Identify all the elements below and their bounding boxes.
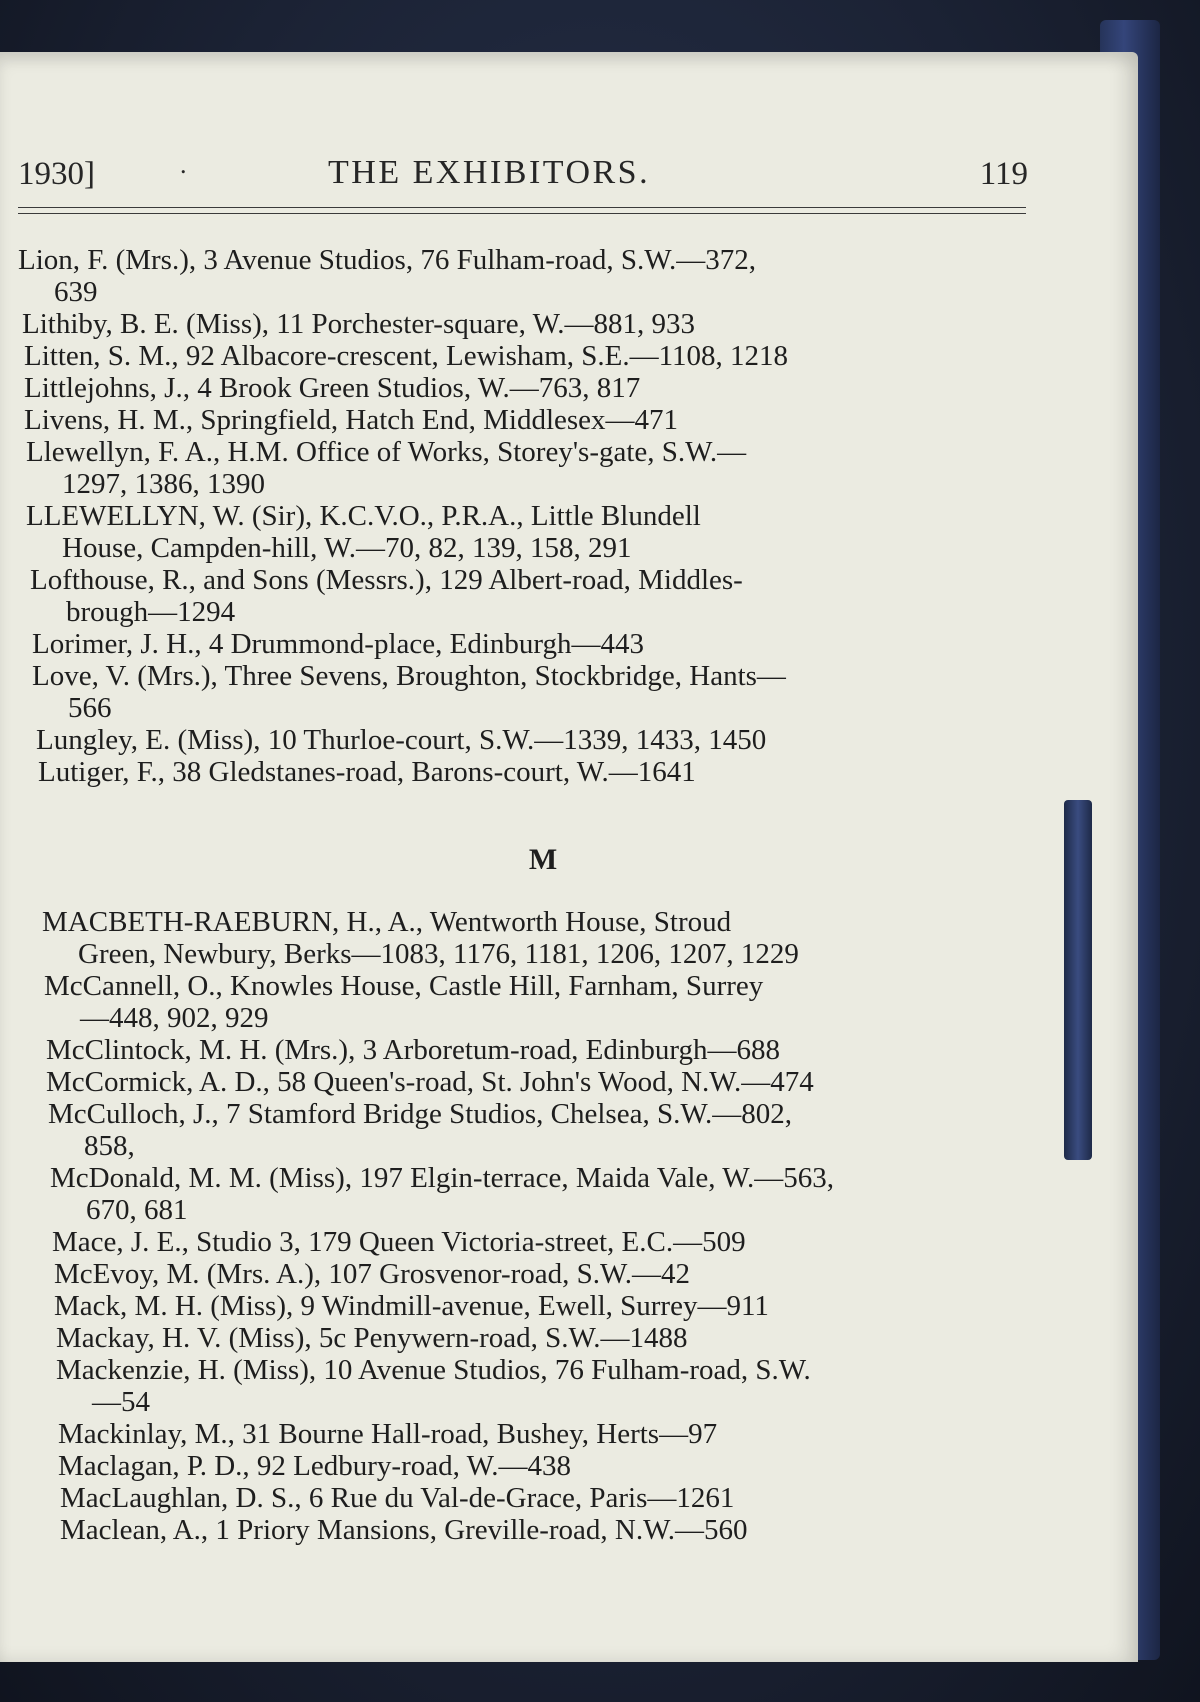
exhibitors-list (18, 244, 1028, 1546)
exhibitor-entry (54, 1258, 1028, 1290)
entry-line: Mack, M. H. (Miss), 9 Windmill-avenue, Ewell, Surrey—911 (54, 1290, 769, 1322)
exhibitor-entry (44, 970, 1028, 1034)
entries-l-section (18, 244, 1028, 788)
entry-line: Lion, F. (Mrs.), 3 Avenue Studios, 76 Fulham-road, S.W.—372, (18, 244, 756, 276)
exhibitor-entry (56, 1322, 1028, 1354)
page-number: 119 (979, 156, 1028, 192)
exhibitor-entry (26, 500, 1028, 564)
exhibitor-entry (54, 1290, 1028, 1322)
entry-line: Maclean, A., 1 Priory Mansions, Greville-road, N.W.—560 (60, 1514, 748, 1546)
exhibitor-entry (30, 564, 1028, 628)
exhibitor-entry (32, 628, 1028, 660)
section-letter-heading: M (528, 843, 558, 876)
entry-line: McDonald, M. M. (Miss), 197 Elgin-terrace, Maida Vale, W.—563, (50, 1162, 834, 1194)
exhibitor-entry (22, 308, 1028, 340)
header-rule-bottom (18, 213, 1026, 214)
exhibitor-entry (50, 1162, 1028, 1226)
entry-continuation: —448, 902, 929 (80, 1002, 269, 1034)
entry-line: LLEWELLYN, W. (Sir), K.C.V.O., P.R.A., Little Blundell (26, 500, 701, 532)
entry-continuation: Green, Newbury, Berks—1083, 1176, 1181, 1206, 1207, 1229 (78, 938, 799, 970)
exhibitor-entry (38, 756, 1028, 788)
entry-continuation: brough—1294 (66, 596, 236, 628)
entry-line: Lofthouse, R., and Sons (Messrs.), 129 Albert-road, Middles- (30, 564, 743, 596)
entry-line: Mace, J. E., Studio 3, 179 Queen Victoria-street, E.C.—509 (52, 1226, 746, 1258)
entry-line: Littlejohns, J., 4 Brook Green Studios, W.—763, 817 (24, 372, 641, 404)
exhibitor-entry (26, 436, 1028, 500)
entry-line: Livens, H. M., Springfield, Hatch End, Middlesex—471 (24, 404, 679, 436)
entry-line: MacLaughlan, D. S., 6 Rue du Val-de-Grace, Paris—1261 (60, 1482, 735, 1514)
header-rule-top (18, 207, 1026, 208)
exhibitor-entry (56, 1354, 1028, 1418)
entry-line: McClintock, M. H. (Mrs.), 3 Arboretum-road, Edinburgh—688 (46, 1034, 781, 1066)
exhibitor-entry (58, 1450, 1028, 1482)
exhibitor-entry (52, 1226, 1028, 1258)
entry-line: Litten, S. M., 92 Albacore-crescent, Lewisham, S.E.—1108, 1218 (24, 340, 789, 372)
header-dot: . (180, 150, 187, 179)
exhibitor-entry (60, 1514, 1028, 1546)
entry-continuation: House, Campden-hill, W.—70, 82, 139, 158, 291 (62, 532, 632, 564)
entry-line: Mackenzie, H. (Miss), 10 Avenue Studios, 76 Fulham-road, S.W. (56, 1354, 811, 1386)
exhibitor-entry (46, 1034, 1028, 1066)
exhibitor-entry (24, 340, 1028, 372)
exhibitor-entry (42, 906, 1028, 970)
exhibitor-entry (60, 1482, 1028, 1514)
entry-continuation: 566 (68, 692, 112, 724)
entry-line: Lungley, E. (Miss), 10 Thurloe-court, S.W.—1339, 1433, 1450 (36, 724, 767, 756)
header-title: THE EXHIBITORS. (328, 154, 651, 191)
entry-line: McEvoy, M. (Mrs. A.), 107 Grosvenor-road, S.W.—42 (54, 1258, 691, 1290)
bookmark-ribbon (1064, 800, 1092, 1160)
entry-line: McCormick, A. D., 58 Queen's-road, St. John's Wood, N.W.—474 (46, 1066, 814, 1098)
entry-line: McCulloch, J., 7 Stamford Bridge Studios, Chelsea, S.W.—802, (48, 1098, 793, 1130)
exhibitor-entry (58, 1418, 1028, 1450)
exhibitor-entry (24, 372, 1028, 404)
entry-line: Lutiger, F., 38 Gledstanes-road, Barons-court, W.—1641 (38, 756, 696, 788)
entry-line: Maclagan, P. D., 92 Ledbury-road, W.—438 (58, 1450, 572, 1482)
entry-continuation: —54 (92, 1386, 150, 1418)
entry-line: Mackay, H. V. (Miss), 5c Penywern-road, S.W.—1488 (56, 1322, 688, 1354)
exhibitor-entry (32, 660, 1028, 724)
entry-continuation: 1297, 1386, 1390 (62, 468, 265, 500)
exhibitor-entry (46, 1066, 1028, 1098)
entry-continuation: 639 (54, 276, 98, 308)
exhibitor-entry (24, 404, 1028, 436)
entry-line: Love, V. (Mrs.), Three Sevens, Broughton, Stockbridge, Hants— (32, 660, 786, 692)
entry-line: Lorimer, J. H., 4 Drummond-place, Edinburgh—443 (32, 628, 645, 660)
entries-m-section (18, 906, 1028, 1546)
running-header (18, 150, 1028, 200)
entry-line: Lithiby, B. E. (Miss), 11 Porchester-square, W.—881, 933 (22, 308, 696, 340)
entry-line: Llewellyn, F. A., H.M. Office of Works, Storey's-gate, S.W.— (26, 436, 747, 468)
exhibitor-entry (18, 244, 1028, 308)
entry-line: MACBETH-RAEBURN, H., A., Wentworth House, Stroud (42, 906, 732, 938)
entry-line: Mackinlay, M., 31 Bourne Hall-road, Bushey, Herts—97 (58, 1418, 718, 1450)
entry-line: McCannell, O., Knowles House, Castle Hill, Farnham, Surrey (44, 970, 764, 1002)
exhibitor-entry (36, 724, 1028, 756)
header-year: 1930] (18, 156, 95, 192)
exhibitor-entry (48, 1098, 1028, 1162)
entry-continuation: 858, (84, 1130, 135, 1162)
entry-continuation: 670, 681 (86, 1194, 188, 1226)
